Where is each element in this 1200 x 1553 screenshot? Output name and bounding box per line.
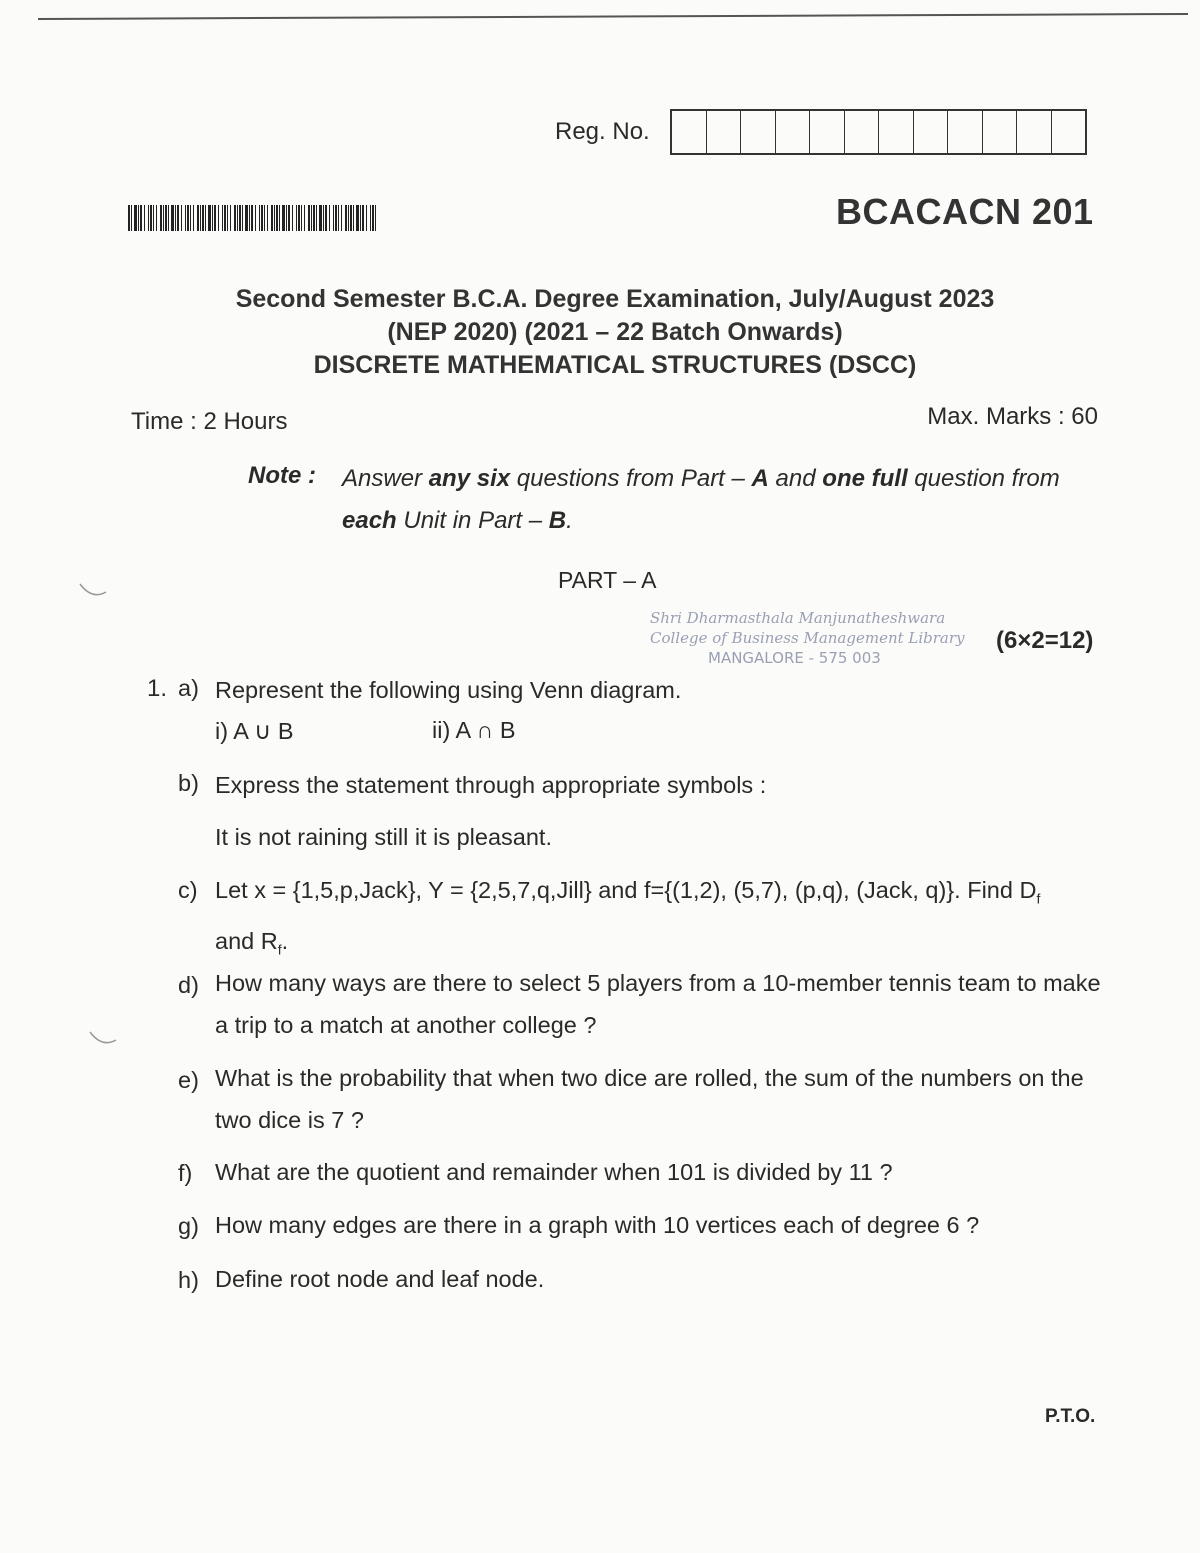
question-letter: c): [178, 877, 198, 903]
barcode-bar: [227, 205, 228, 231]
barcode-bar: [128, 205, 130, 231]
barcode-bar: [218, 205, 219, 231]
barcode-bar: [288, 205, 290, 231]
barcode-bar: [175, 205, 176, 231]
exam-title: Second Semester B.C.A. Degree Examination, July/August 2023: [235, 285, 995, 313]
barcode-bar: [205, 205, 206, 231]
barcode-bar: [353, 205, 354, 231]
barcode-bar: [214, 205, 216, 231]
question-g-text: How many edges are there in a graph with 10 vertices each of degree 6 ?: [215, 1212, 980, 1238]
barcode-bar: [224, 205, 226, 231]
barcode-bar: [264, 205, 265, 231]
barcode-bar: [251, 205, 253, 231]
barcode-bar: [193, 205, 194, 231]
reg-no-label: Reg. No.: [555, 118, 650, 145]
barcode-bar: [282, 205, 285, 231]
barcode-bar: [187, 205, 189, 231]
barcode-bar: [362, 205, 364, 231]
punch-hole-mark: [88, 1028, 118, 1048]
barcode-bar: [222, 205, 223, 231]
exam-scheme: (NEP 2020) (2021 – 22 Batch Onwards): [387, 318, 843, 346]
question-letter: d): [178, 972, 199, 998]
barcode-bar: [360, 205, 361, 231]
barcode-bar: [259, 205, 260, 231]
question-d-text: How many ways are there to select 5 players from a 10-member tennis team to make a trip to a match at another college ?: [215, 970, 1101, 1038]
venn-item-ii: ii) A ∩ B: [432, 717, 516, 743]
barcode-bar: [274, 205, 275, 231]
barcode-bar: [279, 205, 280, 231]
paper-code: BCACACN 201: [836, 191, 1094, 232]
barcode-bar: [370, 205, 371, 231]
barcode-bar: [185, 205, 186, 231]
barcode-bar: [350, 205, 352, 231]
barcode-bar: [308, 205, 310, 231]
question-letter: a): [178, 675, 199, 701]
barcode-bar: [323, 205, 324, 231]
barcode-bar: [267, 205, 268, 231]
barcode-bar: [316, 205, 317, 231]
reg-no-boxes[interactable]: [670, 109, 1087, 155]
barcode-bar: [234, 205, 236, 231]
stamp-line-3: MANGALORE - 575 003: [708, 649, 881, 667]
barcode-bar: [271, 205, 273, 231]
question-b-statement: It is not raining still it is pleasant.: [215, 824, 552, 850]
please-turn-over: P.T.O.: [1045, 1406, 1096, 1427]
question-letter: e): [178, 1067, 199, 1093]
barcode-bar: [356, 205, 359, 231]
top-edge-line: [38, 13, 1188, 20]
stamp-line-1: Shri Dharmasthala Manjunatheshwara: [650, 609, 946, 627]
barcode-bar: [286, 205, 287, 231]
barcode: [128, 205, 376, 231]
barcode-bar: [148, 205, 149, 231]
barcode-bar: [313, 205, 315, 231]
venn-item-i: i) A ∪ B: [215, 718, 294, 744]
barcode-bar: [181, 205, 182, 231]
note-text: Answer any six questions from Part – A and one full question from each Unit in Part – B.: [342, 465, 1060, 534]
barcode-bar: [168, 205, 169, 231]
question-c-text: Let x = {1,5,p,Jack}, Y = {2,5,7,q,Jill} and f={(1,2), (5,7), (p,q), (Jack, q)}. Find $D_f$ and $R_f$.: [215, 877, 1041, 958]
barcode-bar: [163, 205, 164, 231]
barcode-bar: [131, 205, 132, 231]
subject-title: DISCRETE MATHEMATICAL STRUCTURES (DSCC): [313, 351, 917, 379]
barcode-bar: [140, 205, 142, 231]
barcode-bar: [171, 205, 174, 231]
barcode-bar: [144, 205, 145, 231]
barcode-bar: [296, 205, 297, 231]
question-a-text: Represent the following using Venn diagram.: [215, 677, 682, 703]
barcode-bar: [230, 205, 231, 231]
barcode-bar: [200, 205, 201, 231]
note-label: Note :: [248, 462, 316, 489]
barcode-bar: [249, 205, 250, 231]
barcode-bar: [301, 205, 302, 231]
max-marks: Max. Marks : 60: [927, 403, 1098, 430]
barcode-bar: [319, 205, 322, 231]
barcode-bar: [208, 205, 211, 231]
barcode-bar: [156, 205, 157, 231]
question-number: 1.: [147, 675, 168, 702]
barcode-bar: [134, 205, 137, 231]
barcode-bar: [338, 205, 339, 231]
barcode-bar: [177, 205, 179, 231]
barcode-bar: [150, 205, 152, 231]
barcode-bar: [298, 205, 300, 231]
barcode-bar: [276, 205, 278, 231]
stamp-line-2: College of Business Management Library: [650, 629, 965, 647]
barcode-bar: [311, 205, 312, 231]
barcode-bar: [335, 205, 337, 231]
question-e-text: What is the probability that when two dice are rolled, the sum of the numbers on the two dice is 7 ?: [215, 1065, 1084, 1133]
barcode-bar: [292, 205, 293, 231]
time-allowed: Time : 2 Hours: [131, 408, 288, 435]
library-stamp: [650, 608, 1000, 668]
barcode-bar: [138, 205, 139, 231]
part-heading: PART – A: [558, 567, 657, 593]
barcode-bar: [341, 205, 342, 231]
barcode-bar: [160, 205, 162, 231]
barcode-bar: [366, 205, 367, 231]
barcode-bar: [325, 205, 327, 231]
barcode-bar: [153, 205, 154, 231]
punch-hole-mark: [78, 580, 108, 600]
barcode-bar: [190, 205, 191, 231]
barcode-bar: [255, 205, 256, 231]
question-f-text: What are the quotient and remainder when 101 is divided by 11 ?: [215, 1159, 893, 1185]
barcode-bar: [212, 205, 213, 231]
barcode-bar: [304, 205, 305, 231]
barcode-bar: [239, 205, 241, 231]
barcode-bar: [237, 205, 238, 231]
barcode-bar: [375, 205, 376, 231]
question-h-text: Define root node and leaf node.: [215, 1266, 545, 1292]
question-letter: f): [178, 1160, 193, 1186]
barcode-bar: [333, 205, 334, 231]
barcode-bar: [197, 205, 199, 231]
barcode-bar: [202, 205, 204, 231]
barcode-bar: [165, 205, 167, 231]
barcode-bar: [372, 205, 374, 231]
barcode-bar: [329, 205, 330, 231]
question-letter: b): [178, 770, 199, 796]
question-letter: g): [178, 1213, 199, 1239]
question-letter: h): [178, 1267, 199, 1293]
question-b-text: Express the statement through appropriate symbols :: [215, 772, 767, 798]
barcode-bar: [242, 205, 243, 231]
marks-allocation: (6×2=12): [996, 627, 1094, 654]
barcode-bar: [261, 205, 263, 231]
barcode-bar: [348, 205, 349, 231]
barcode-bar: [245, 205, 248, 231]
barcode-bar: [345, 205, 347, 231]
